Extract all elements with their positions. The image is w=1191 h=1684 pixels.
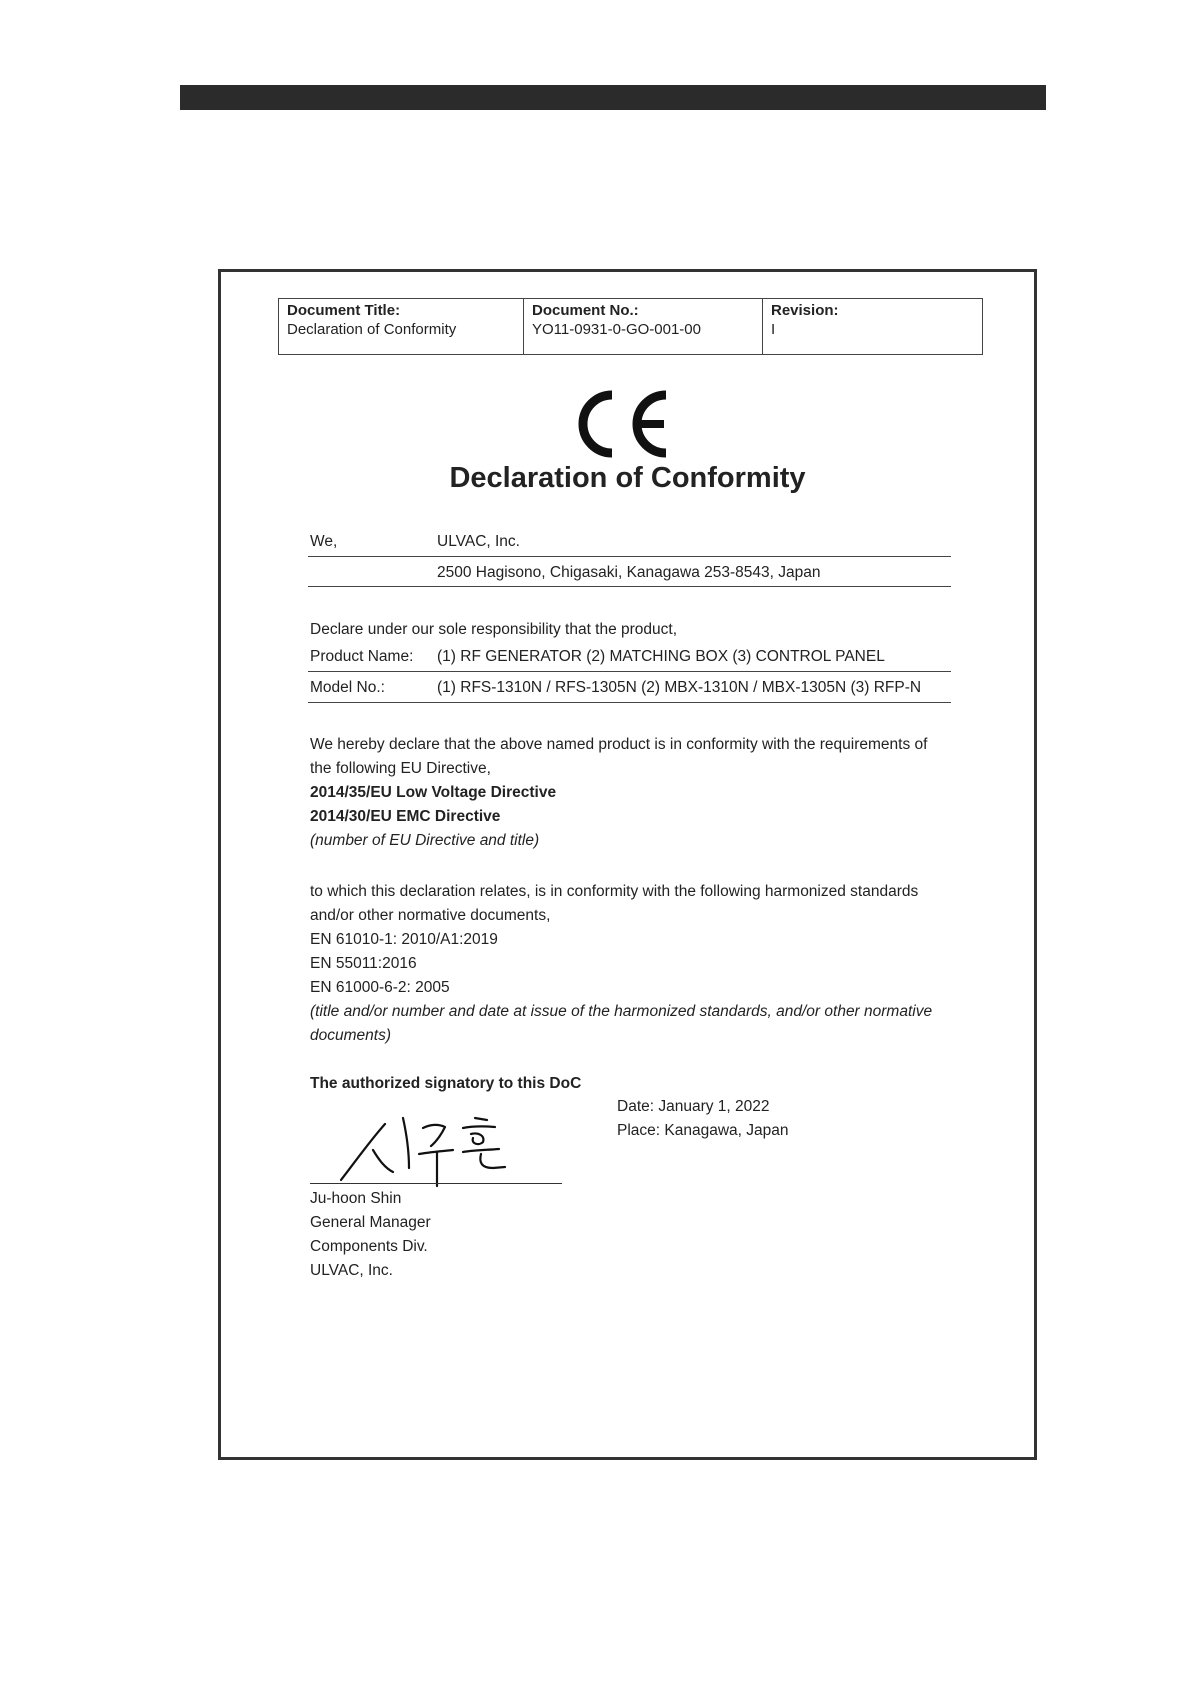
divider (308, 702, 951, 703)
signing-date: Date: January 1, 2022 (617, 1098, 770, 1115)
signatory-company: ULVAC, Inc. (310, 1262, 393, 1279)
signature-line (310, 1183, 562, 1184)
standards-note: documents) (310, 1027, 391, 1044)
document-number-label: Document No.: (532, 302, 639, 319)
product-name-label: Product Name: (310, 648, 414, 665)
handwritten-signature (313, 1110, 543, 1190)
signatory-name: Ju-hoon Shin (310, 1190, 402, 1207)
signing-place: Place: Kanagawa, Japan (617, 1122, 789, 1139)
standard-item: EN 55011:2016 (310, 955, 417, 972)
declaration-document (218, 269, 1037, 1460)
document-title-cell (279, 299, 524, 354)
model-number-value: (1) RFS-1310N / RFS-1305N (2) MBX-1310N / MBX-1305N (3) RFP-N (437, 679, 922, 696)
divider (308, 671, 951, 672)
signatory-division: Components Div. (310, 1238, 428, 1255)
divider (308, 556, 951, 557)
ce-mark-logo (572, 387, 672, 461)
standards-intro-line: and/or other normative documents, (310, 907, 551, 924)
we-label: We, (310, 533, 338, 550)
declare-text: Declare under our sole responsibility that the product, (310, 621, 678, 638)
directive-item: 2014/30/EU EMC Directive (310, 808, 501, 825)
signatory-position: General Manager (310, 1214, 431, 1231)
document-header-table (278, 298, 983, 355)
model-number-label: Model No.: (310, 679, 385, 696)
document-number-cell (524, 299, 763, 354)
top-banner-bar (180, 85, 1046, 110)
document-number-value: YO11-0931-0-GO-001-00 (532, 321, 701, 338)
standards-note: (title and/or number and date at issue of the harmonized standards, and/or other normative (310, 1003, 933, 1020)
standard-item: EN 61010-1: 2010/A1:2019 (310, 931, 498, 948)
directive-note: (number of EU Directive and title) (310, 832, 540, 849)
directive-intro-line: We hereby declare that the above named product is in conformity with the requirements of (310, 736, 928, 753)
manufacturer-name: ULVAC, Inc. (437, 533, 520, 550)
divider (308, 586, 951, 587)
revision-value: I (771, 321, 776, 338)
document-title-value: Declaration of Conformity (287, 321, 457, 338)
signatory-heading: The authorized signatory to this DoC (310, 1075, 582, 1092)
directive-intro-line: the following EU Directive, (310, 760, 491, 777)
directive-item: 2014/35/EU Low Voltage Directive (310, 784, 557, 801)
revision-label: Revision: (771, 302, 839, 319)
standard-item: EN 61000-6-2: 2005 (310, 979, 450, 996)
standards-intro-line: to which this declaration relates, is in conformity with the following harmonized standards (310, 883, 919, 900)
page-title: Declaration of Conformity (449, 462, 806, 494)
document-title-label: Document Title: (287, 302, 401, 319)
manufacturer-address: 2500 Hagisono, Chigasaki, Kanagawa 253-8543, Japan (437, 564, 821, 581)
product-name-value: (1) RF GENERATOR (2) MATCHING BOX (3) CONTROL PANEL (437, 648, 885, 665)
revision-cell (763, 299, 982, 354)
